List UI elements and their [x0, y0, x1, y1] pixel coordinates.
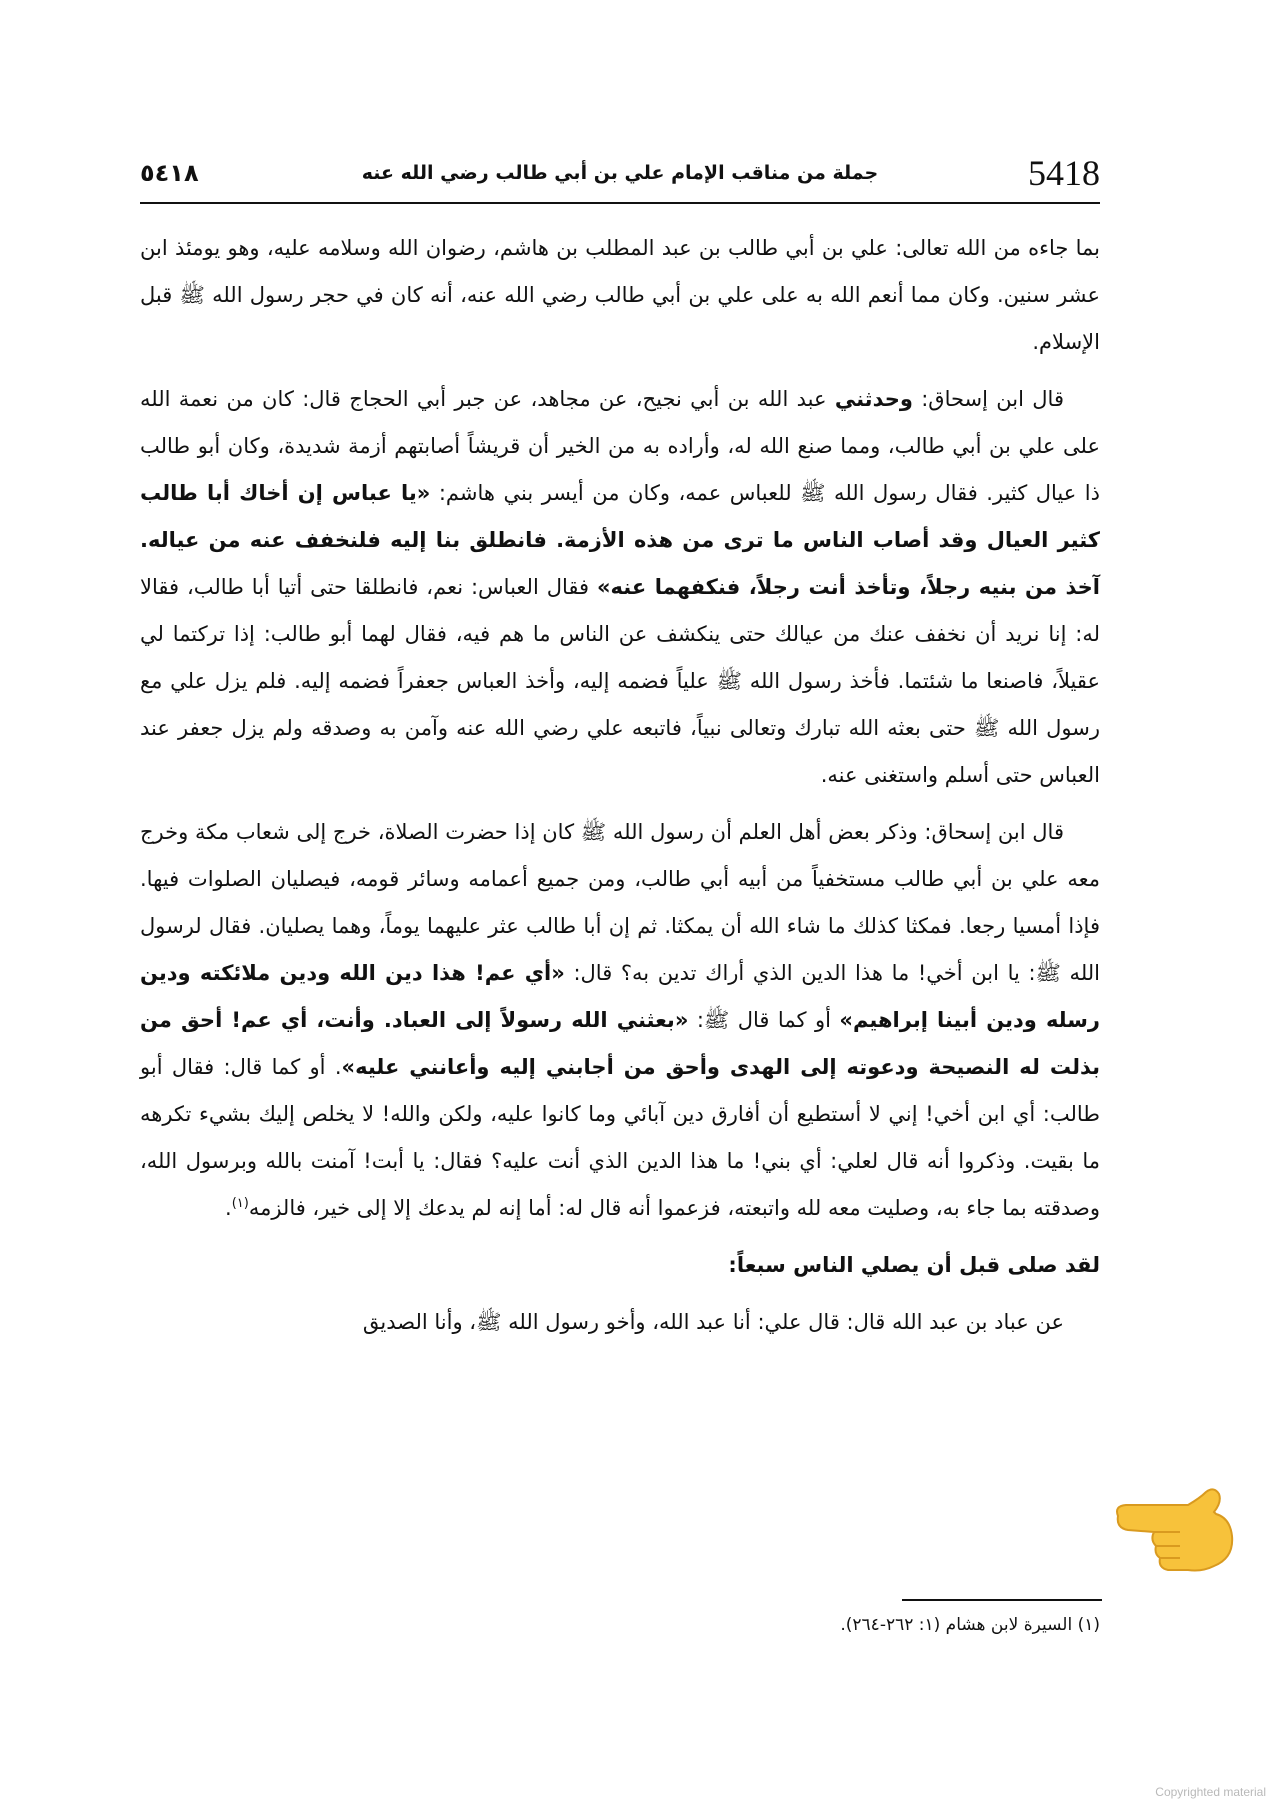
bold-quote: «أي عم! هذا دين الله ودين ملائكته ودين رسله ودين أبينا إبراهيم» [140, 961, 1100, 1032]
body-text [140, 225, 1100, 1356]
text-run: عبد الله بن أبي نجيح، عن مجاهد، عن جبر أبي الحجاج قال: كان من نعمة الله على علي بن أبي طالب، ومما صنع الله له، وأراده به من الخير أن قريشاً أصابتهم أزمة شديدة، وكان أبو طالب ذا عيال كثير. فقال رسول الله ﷺ للعباس عمه، وكان من أيسر بني هاشم: [140, 387, 1100, 505]
page-number-latin: 5418 [1028, 153, 1100, 193]
footnote-rule [902, 1599, 1102, 1601]
bold-quote: وحدثني [834, 387, 913, 411]
running-header [140, 148, 1100, 198]
paragraph-p2 [140, 376, 1100, 799]
text-run: . أو كما قال: فقال أبو طالب: أي ابن أخي! إني لا أستطيع أن أفارق دين آبائي وما كانوا عليه، ولكن والله! لا يخلص إليك بشيء تكرهه ما بقيت. وذكروا أنه قال لعلي: أي بني! ما هذا الدين الذي أنت عليه؟ فقال: يا أبت! آمنت بالله وبرسول الله، وصدقته بما جاء به، وصليت معه لله واتبعته، فزعموا أنه قال له: أما إنه لم يدعك إلا إلى خير، فالزمه [140, 1055, 1100, 1220]
last-paragraph: عن عباد بن عبد الله قال: قال علي: أنا عبد الله، وأخو رسول الله ﷺ، وأنا الصديق [362, 1310, 1064, 1334]
paragraph-p3 [140, 809, 1100, 1232]
footnote: (١) السيرة لابن هشام (١: ٢٦٢-٢٦٤). [840, 1615, 1100, 1635]
footnote-ref: (١) [231, 1196, 249, 1211]
bold-quote: «يا عباس إن أخاك أبا طالب كثير العيال وقد أصاب الناس ما ترى من هذه الأزمة. فانطلق بنا إليه فلنخفف عنه من عياله. آخذ من بنيه رجلاً، وتأخذ أنت رجلاً، فنكفهما عنه» [140, 481, 1100, 599]
header-rule [140, 202, 1100, 204]
bold-quote: «بعثني الله رسولاً إلى العباد. وأنت، أي عم! أحق من بذلت له النصيحة ودعوته إلى الهدى وأحق من أجابني إليه وأعانني عليه» [140, 1008, 1100, 1079]
copyright-watermark: Copyrighted material [1155, 1785, 1266, 1799]
text-run: . [225, 1196, 232, 1220]
paragraphs [140, 225, 1100, 1232]
backhand-index-pointing-right-icon [1110, 1478, 1240, 1578]
text-run: قال ابن إسحاق: [912, 387, 1064, 411]
paragraph-p1 [140, 225, 1100, 366]
section-heading: لقد صلى قبل أن يصلي الناس سبعاً: [728, 1253, 1100, 1277]
running-title: جملة من مناقب الإمام علي بن أبي طالب رضي الله عنه [361, 162, 879, 184]
text-run: قال ابن إسحاق: وذكر بعض أهل العلم أن رسول الله ﷺ كان إذا حضرت الصلاة، خرج إلى شعاب مكة وخرج معه علي بن أبي طالب مستخفياً من أبيه أبي طالب، ومن جميع أعمامه وسائر قومه، فيصليان الصلوات فيها. فإذا أمسيا رجعا. فمكثا كذلك ما شاء الله أن يمكثا. ثم إن أبا طالب عثر عليهما يوماً، وهما يصليان. فقال لرسول الله ﷺ: يا ابن أخي! ما هذا الدين الذي أراك تدين به؟ قال: [140, 820, 1100, 985]
text-run: فقال العباس: نعم، فانطلقا حتى أتيا أبا طالب، فقالا له: إنا نريد أن نخفف عنك من عيالك حتى ينكشف عن الناس ما هم فيه، فقال لهما أبو طالب: إذا تركتما لي عقيلاً، فاصنعا ما شئتما. فأخذ رسول الله ﷺ علياً فضمه إليه، وأخذ العباس جعفراً فضمه إليه. فلم يزل علي مع رسول الله ﷺ حتى بعثه الله تبارك وتعالى نبياً، فاتبعه علي رضي الله عنه وآمن به وصدقه ولم يزل جعفر عند العباس حتى أسلم واستغنى عنه. [140, 575, 1100, 787]
page-number-arabic: ٥٤١٨ [140, 159, 199, 187]
text-run: بما جاءه من الله تعالى: علي بن أبي طالب بن عبد المطلب بن هاشم، رضوان الله وسلامه عليه، وهو يومئذ ابن عشر سنين. وكان مما أنعم الله به على علي بن أبي طالب رضي الله عنه، أنه كان في حجر رسول الله ﷺ قبل الإسلام. [140, 236, 1100, 354]
text-run: أو كما قال ﷺ: [688, 1008, 840, 1032]
